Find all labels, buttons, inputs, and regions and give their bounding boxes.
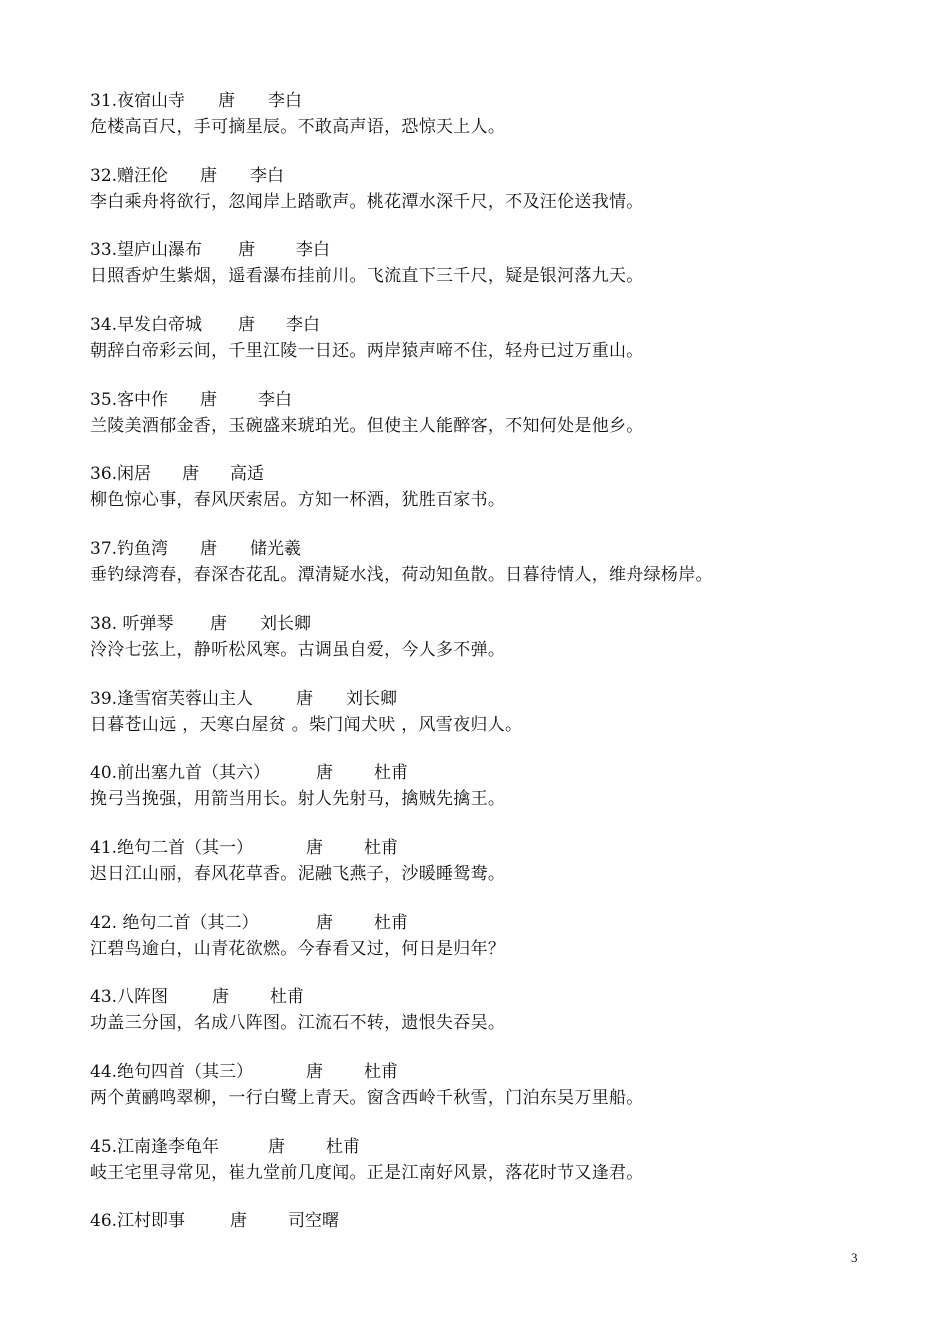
poem-author: 李白 (258, 389, 292, 410)
poem-author: 高适 (230, 464, 264, 485)
poem-dynasty: 唐 (296, 688, 313, 709)
poem-text: 日照香炉生紫烟，遥看瀑布挂前川。飞流直下三千尺，疑是银河落九天。 (90, 266, 644, 287)
poem-title: 39.逢雪宿芙蓉山主人 (90, 688, 254, 709)
poem-text: 泠泠七弦上，静听松风寒。古调虽自爱，今人多不弹。 (90, 639, 506, 660)
poem-dynasty: 唐 (182, 464, 199, 485)
poem-dynasty: 唐 (238, 315, 255, 336)
poem-39 (90, 686, 890, 761)
poem-37 (90, 536, 890, 611)
poem-title-line (90, 88, 890, 114)
poem-title: 42. 绝句二首（其二） (90, 912, 259, 933)
poem-dynasty: 唐 (218, 91, 235, 111)
poem-35 (90, 387, 890, 462)
poem-title-line (90, 237, 890, 263)
poem-dynasty: 唐 (210, 613, 227, 634)
poem-dynasty: 唐 (200, 539, 217, 560)
poem-31 (90, 88, 890, 163)
poem-author: 杜甫 (364, 837, 398, 858)
poem-38 (90, 611, 890, 686)
poem-dynasty: 唐 (316, 912, 333, 933)
poem-author: 李白 (296, 240, 330, 261)
poem-author: 李白 (250, 165, 284, 186)
page-number: 3 (851, 1250, 858, 1265)
poem-title-line (90, 611, 890, 637)
poem-title-line (90, 312, 890, 338)
poem-dynasty: 唐 (200, 389, 217, 410)
poem-title: 34.早发白帝城 (90, 315, 203, 336)
poem-author: 李白 (268, 91, 302, 111)
poem-title: 35.客中作 (90, 389, 169, 410)
poem-42 (90, 910, 890, 985)
poem-45 (90, 1134, 890, 1209)
poem-title: 36.闲居 (90, 464, 152, 485)
poem-title: 41.绝句二首（其一） (90, 837, 254, 858)
document-page (90, 88, 890, 1283)
poem-title: 44.绝句四首（其三） (90, 1061, 254, 1082)
poem-author: 杜甫 (326, 1136, 360, 1157)
poem-author: 储光羲 (250, 539, 301, 560)
poem-title: 31.夜宿山寺 (90, 91, 186, 111)
poem-dynasty: 唐 (316, 763, 333, 784)
poem-43 (90, 984, 890, 1059)
poem-title-line (90, 686, 890, 712)
poem-dynasty: 唐 (306, 1061, 323, 1082)
poem-title-line (90, 910, 890, 936)
poem-text: 两个黄鹂鸣翠柳，一行白鹭上青天。窗含西岭千秋雪，门泊东吴万里船。 (90, 1087, 644, 1108)
poem-title-line (90, 760, 890, 786)
poem-40 (90, 760, 890, 835)
poem-44 (90, 1059, 890, 1134)
poem-text: 柳色惊心事，春风厌索居。方知一杯酒，犹胜百家书。 (90, 490, 506, 511)
poem-dynasty: 唐 (268, 1136, 285, 1157)
poem-text: 李白乘舟将欲行，忽闻岸上踏歌声。桃花潭水深千尺，不及汪伦送我情。 (90, 191, 644, 212)
poem-author: 杜甫 (364, 1061, 398, 1082)
poem-title: 45.江南逢李龟年 (90, 1136, 220, 1157)
poem-title: 37.钓鱼湾 (90, 539, 169, 560)
poem-title-line (90, 461, 890, 487)
poem-author: 李白 (286, 315, 320, 336)
poem-dynasty: 唐 (230, 1211, 247, 1232)
poem-author: 刘长卿 (346, 688, 397, 709)
poem-text: 垂钓绿湾春，春深杏花乱。潭清疑水浅，荷动知鱼散。日暮待情人，维舟绿杨岸。 (90, 565, 713, 586)
poem-title-line (90, 1134, 890, 1160)
poem-32 (90, 163, 890, 238)
poem-title-line (90, 387, 890, 413)
poem-dynasty: 唐 (200, 165, 217, 186)
poem-title: 32.赠汪伦 (90, 165, 169, 186)
poem-dynasty: 唐 (212, 987, 229, 1008)
poem-dynasty: 唐 (306, 837, 323, 858)
poem-text: 日暮苍山远 ，天寒白屋贫 。柴门闻犬吠 ，风雪夜归人。 (90, 714, 523, 735)
poem-author: 司空曙 (288, 1211, 339, 1232)
poem-36 (90, 461, 890, 536)
poem-dynasty: 唐 (238, 240, 255, 261)
poem-title-line (90, 1208, 890, 1234)
poem-author: 刘长卿 (260, 613, 311, 634)
poem-33 (90, 237, 890, 312)
poem-title-line (90, 984, 890, 1010)
poem-title: 33.望庐山瀑布 (90, 240, 203, 261)
poem-text: 兰陵美酒郁金香，玉碗盛来琥珀光。但使主人能醉客，不知何处是他乡。 (90, 415, 644, 436)
poem-text: 危楼高百尺，手可摘星辰。不敢高声语，恐惊天上人。 (90, 117, 506, 137)
poem-text: 江碧鸟逾白，山青花欲燃。今春看又过，何日是归年？ (90, 938, 506, 959)
poem-text: 挽弓当挽强，用箭当用长。射人先射马，擒贼先擒王。 (90, 789, 506, 810)
poem-41 (90, 835, 890, 910)
poem-title-line (90, 163, 890, 189)
poem-title-line (90, 536, 890, 562)
poem-title-line (90, 1059, 890, 1085)
poem-title: 40.前出塞九首（其六） (90, 763, 271, 784)
poem-author: 杜甫 (270, 987, 304, 1008)
poem-author: 杜甫 (374, 912, 408, 933)
poem-34 (90, 312, 890, 387)
poem-text: 岐王宅里寻常见，崔九堂前几度闻。正是江南好风景，落花时节又逢君。 (90, 1162, 644, 1183)
poem-title: 38. 听弹琴 (90, 613, 174, 634)
poem-title: 43.八阵图 (90, 987, 169, 1008)
poem-title-line (90, 835, 890, 861)
poem-text: 迟日江山丽，春风花草香。泥融飞燕子，沙暖睡鸳鸯。 (90, 863, 506, 884)
poem-text: 功盖三分国，名成八阵图。江流石不转，遗恨失吞吴。 (90, 1013, 506, 1034)
poem-46 (90, 1208, 890, 1283)
poem-text: 朝辞白帝彩云间，千里江陵一日还。两岸猿声啼不住，轻舟已过万重山。 (90, 341, 644, 362)
poem-author: 杜甫 (374, 763, 408, 784)
poem-title: 46.江村即事 (90, 1211, 186, 1232)
